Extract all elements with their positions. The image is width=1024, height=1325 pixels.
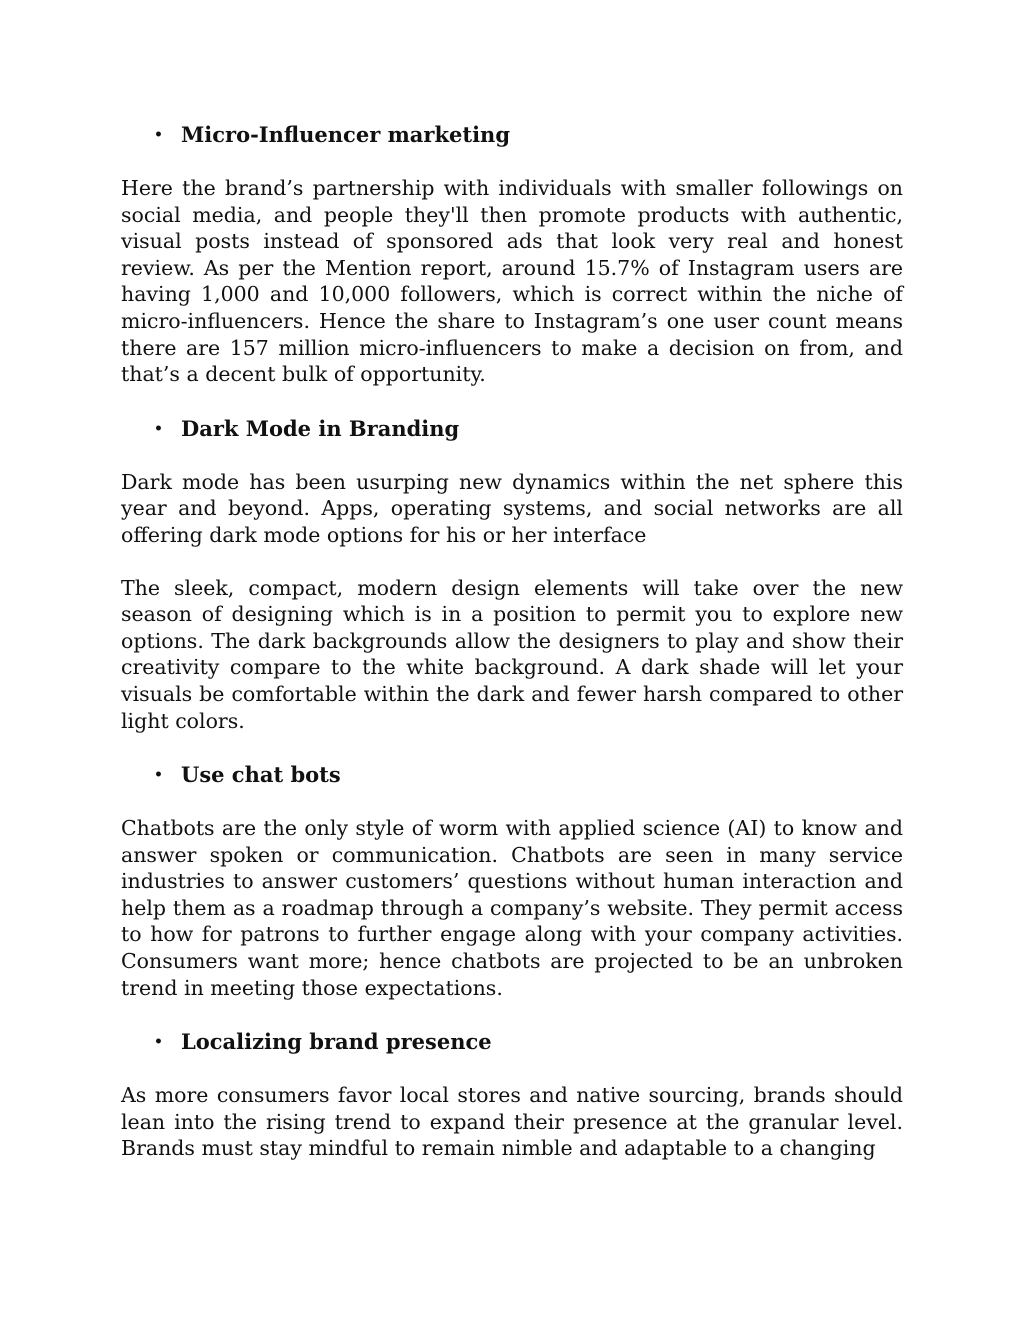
- bullet-icon: •: [154, 1034, 163, 1051]
- paragraph: Here the brand’s partnership with individuals with smaller followings on social media, and people they'll then promote products with authentic, visual posts instead of sponsored ads that look very real and honest review. As per the Mention report, around 15.7% of Instagram users are having 1,000 and 10,000 followers, which is correct within the niche of micro-influencers. Hence the share to Instagram’s one user count means there are 157 million micro-influencers to make a decision on from, and that’s a decent bulk of opportunity.: [121, 176, 903, 387]
- section-heading-dark-mode: [154, 414, 903, 447]
- section-heading-micro-influencer: [154, 120, 903, 153]
- paragraph: Dark mode has been usurping new dynamics within the net sphere this year and beyond. Apps, operating systems, and social networks are all offering dark mode options for his or her interface: [121, 469, 903, 547]
- heading-text: Use chat bots: [181, 762, 341, 788]
- heading-text: Localizing brand presence: [181, 1029, 492, 1055]
- section-heading-chat-bots: [154, 760, 903, 793]
- heading-text: Dark Mode in Branding: [181, 415, 460, 441]
- bullet-icon: •: [154, 767, 163, 784]
- heading-text: Micro-Influencer marketing: [181, 122, 511, 147]
- bullet-icon: •: [154, 420, 163, 437]
- paragraph: The sleek, compact, modern design elements will take over the new season of designing which is in a position to permit you to explore new options. The dark backgrounds allow the designers to play and show their creativity compare to the white background. A dark shade will let your visuals be comfortable within the dark and fewer harsh compared to other light colors.: [121, 575, 903, 733]
- document-page: [121, 120, 903, 1188]
- paragraph: Chatbots are the only style of worm with applied science (AI) to know and answer spoken or communication. Chatbots are seen in many service industries to answer customers’ questions without human interaction and help them as a roadmap through a company’s website. They permit access to how for patrons to further engage along with your company activities. Consumers want more; hence chatbots are projected to be an unbroken trend in meeting those expectations.: [121, 816, 903, 1000]
- bullet-icon: •: [154, 127, 163, 143]
- paragraph: As more consumers favor local stores and native sourcing, brands should lean into the rising trend to expand their presence at the granular level. Brands must stay mindful to remain nimble and adaptable to a changing: [121, 1083, 903, 1161]
- section-heading-localizing: [154, 1027, 903, 1060]
